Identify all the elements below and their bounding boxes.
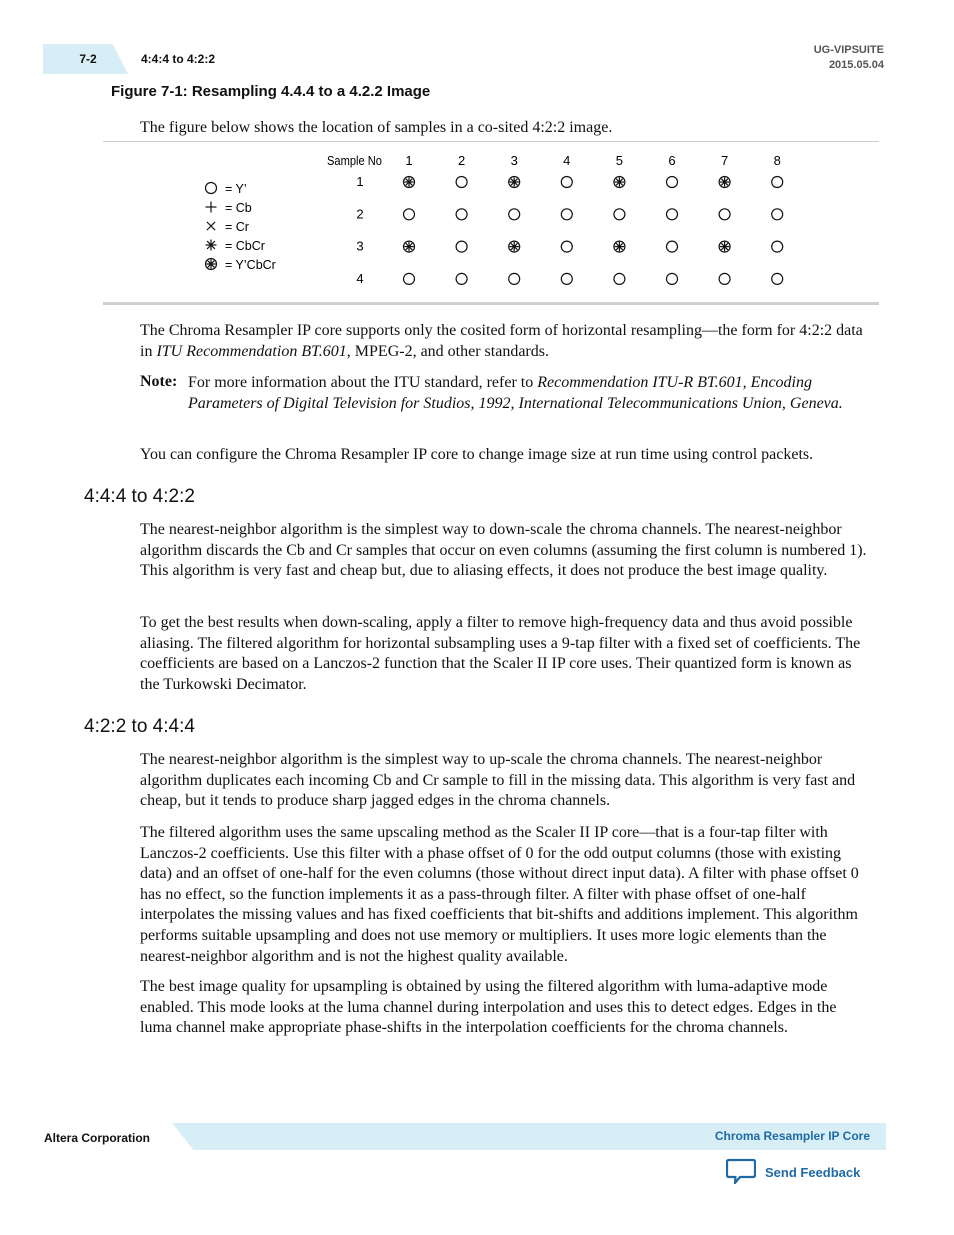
send-feedback-link[interactable]	[726, 1157, 860, 1187]
note-text-reference: Recommendation ITU-R BT.601, Encoding Parameters of Digital Television for Studios, 1992, International Telecommunications Union, Geneva.	[188, 374, 843, 412]
note-label: Note:	[140, 373, 178, 390]
page-number-tab	[43, 44, 128, 74]
legend-circle-asterisk-icon	[206, 259, 217, 270]
paragraph-downscale-filtered: To get the best results when down-scaling, apply a filter to remove high-frequency data and thus avoid possible aliasing. The filtered algorithm for horizontal subsampling uses a 9-tap filter with a fixed set of coefficients. The coefficients are based on a Lanczos-2 function that the Scaler II IP core uses. Their quantized form is known as the Turkowski Decimator.	[140, 614, 861, 693]
paragraph-downscale-nearest: The nearest-neighbor algorithm is the simplest way to down-scale the chroma channels. The nearest-neighbor algorithm discards the Cb and Cr samples that occur on even columns (assuming the first column is numbered 1). This algorithm is very fast and cheap but, due to aliasing effects, it does not produce the best image quality.	[140, 521, 867, 580]
legend-circle-icon	[206, 183, 217, 194]
legend-cross-icon	[207, 222, 215, 230]
legend-label: = Cr	[225, 220, 249, 234]
column-label: 3	[510, 153, 518, 168]
sample-circle-icon	[456, 177, 467, 188]
heading-422-to-444: 4:2:2 to 4:4:4	[84, 716, 195, 737]
document-id-code: UG-VIPSUITE	[813, 44, 884, 56]
sample-circle-asterisk-icon	[509, 177, 520, 188]
column-label: 5	[615, 153, 624, 168]
legend-label: = CbCr	[225, 239, 265, 253]
paragraph-control-packets: You can configure the Chroma Resampler IP core to change image size at run time using control packets.	[140, 446, 814, 463]
paragraph-upscale-nearest: The nearest-neighbor algorithm is the simplest way to up-scale the chroma channels. The nearest-neighbor algorithm duplicates each incoming Cb and Cr sample to fill in the missing data. This algorithm is very fast and cheap, but it tends to produce sharp jagged edges in the chroma channels.	[140, 751, 856, 810]
legend	[206, 182, 276, 272]
sample-circle-asterisk-icon	[614, 241, 625, 252]
paragraph-cosited-text-a: The Chroma Resampler IP core supports only the cosited form of horizontal resampling—the form for 4:2:2 data in	[140, 322, 863, 360]
sample-circle-icon	[772, 241, 783, 252]
sample-circle-asterisk-icon	[614, 177, 625, 188]
row-label: 4	[356, 270, 364, 286]
legend-label: = Y’CbCr	[225, 258, 276, 272]
column-label: 1	[405, 153, 413, 168]
sample-circle-icon	[614, 273, 625, 284]
sample-circle-icon	[404, 273, 415, 284]
sample-circle-icon	[772, 209, 783, 220]
sample-circle-asterisk-icon	[509, 241, 520, 252]
sample-circle-icon	[719, 273, 730, 284]
legend-label: = Cb	[225, 201, 252, 215]
column-label: 8	[773, 153, 781, 168]
sample-circle-icon	[561, 177, 572, 188]
column-label: 6	[668, 153, 676, 168]
sample-circle-icon	[667, 209, 678, 220]
row-label: 3	[356, 238, 364, 254]
legend-asterisk-icon	[206, 240, 217, 251]
column-labels	[405, 153, 780, 168]
paragraph-cosited-text-b: , MPEG-2, and other standards.	[346, 342, 549, 360]
note-text-lead: For more information about the ITU standard, refer to	[188, 374, 538, 391]
sample-circle-icon	[667, 273, 678, 284]
sample-circle-icon	[456, 209, 467, 220]
footer-document-link[interactable]: Chroma Resampler IP Core	[714, 1129, 870, 1143]
sample-circle-asterisk-icon	[719, 241, 730, 252]
figure-caption: Figure 7-1: Resampling 4.4.4 to a 4.2.2 Image	[111, 83, 431, 100]
speech-bubble-icon	[726, 1158, 756, 1186]
column-label: 4	[563, 153, 571, 168]
document-date: 2015.05.04	[828, 59, 884, 71]
paragraph-cosited	[140, 321, 868, 362]
sample-circle-icon	[561, 273, 572, 284]
column-label: 7	[720, 153, 729, 168]
row-labels	[356, 174, 363, 286]
figure-intro: The figure below shows the location of samples in a co-sited 4:2:2 image.	[140, 119, 613, 136]
send-feedback-label: Send Feedback	[765, 1164, 861, 1180]
sample-circle-icon	[614, 209, 625, 220]
footer-company: Altera Corporation	[44, 1131, 151, 1145]
document-id	[814, 43, 884, 73]
sample-circle-icon	[509, 209, 520, 220]
sample-circle-icon	[772, 273, 783, 284]
paragraph-cosited-citation: ITU Recommendation BT.601	[156, 342, 347, 360]
column-label: 2	[457, 153, 466, 168]
sample-circle-icon	[456, 241, 467, 252]
sample-circle-icon	[561, 209, 572, 220]
row-label: 1	[356, 174, 364, 189]
row-label: 2	[356, 206, 364, 222]
sample-circle-asterisk-icon	[404, 241, 415, 252]
sample-circle-icon	[456, 273, 467, 284]
sampling-figure	[0, 140, 954, 305]
sample-circle-icon	[667, 241, 678, 252]
legend-label: = Y’	[225, 182, 247, 196]
sample-circle-asterisk-icon	[404, 177, 415, 188]
heading-444-to-422: 4:4:4 to 4:2:2	[84, 486, 195, 507]
sample-circle-icon	[772, 177, 783, 188]
sample-circle-asterisk-icon	[719, 177, 730, 188]
legend-plus-icon	[206, 202, 217, 213]
note-text	[188, 373, 868, 414]
sample-no-label: Sample No	[327, 154, 383, 168]
sample-grid	[404, 177, 783, 285]
sample-circle-icon	[561, 241, 572, 252]
page-number: 7-2	[79, 52, 97, 66]
sample-circle-icon	[404, 209, 415, 220]
paragraph-luma-adaptive: The best image quality for upsampling is obtained by using the filtered algorithm with luma-adaptive mode enabled. This mode looks at the luma channel during interpolation and uses this to detect edges. Edges in the luma channel make appropriate phase-shifts in the interpolation coefficients for the chroma channels.	[140, 978, 837, 1037]
sample-circle-icon	[719, 209, 730, 220]
running-section-title: 4:4:4 to 4:2:2	[141, 52, 216, 66]
figure-bottom-rule	[103, 302, 879, 305]
sample-circle-icon	[667, 177, 678, 188]
sample-circle-icon	[509, 273, 520, 284]
paragraph-upscale-filtered: The filtered algorithm uses the same upscaling method as the Scaler II IP core—that is a four-tap filter with Lanczos-2 coefficients. Use this filter with a phase offset of 0 for the odd output columns (those with existing data) and an offset of one-half for the even columns (those without direct input data). A filter with phase offset 0 has no effect, so the function implements it as a pass-through filter. A filter with phase offset of one-half interpolates the missing values and has fixed coefficients that bit-shifts and additions implement. This algorithm performs suitable upsampling and does not use memory or multipliers. It uses more logic elements than the nearest-neighbor algorithm and is not the highest quality available.	[140, 824, 859, 965]
